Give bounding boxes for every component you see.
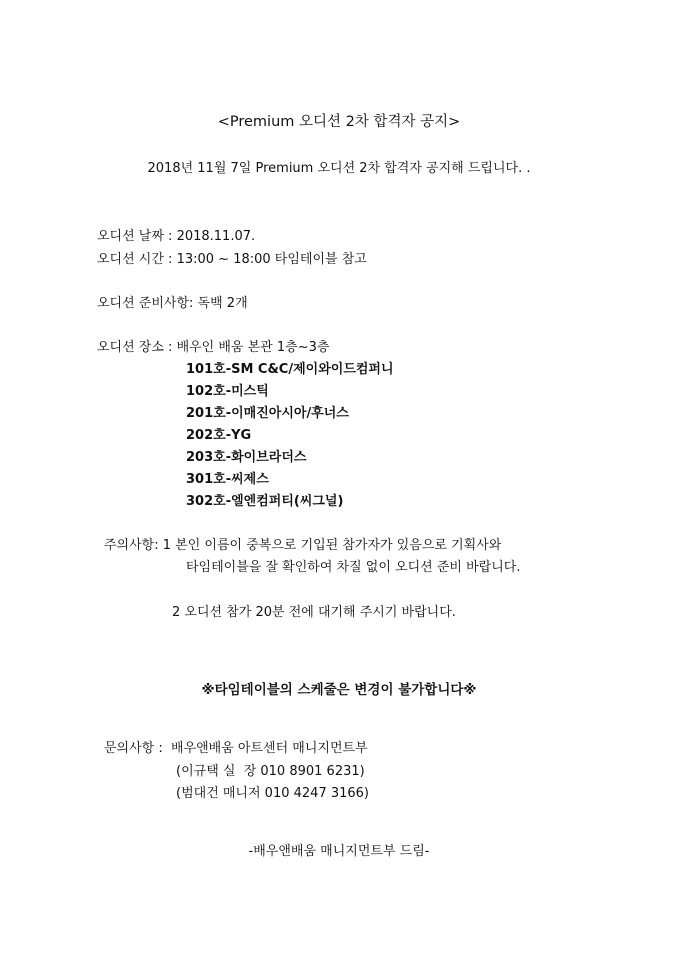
signature: -배우앤배움 매니지먼트부 드림-: [248, 844, 430, 859]
contact-info: 문의사항 : 배우앤배움 아트센터 매니지먼트부: [104, 741, 368, 756]
notice-intro: 2018년 11월 7일 Premium 오디션 2차 합격자 공지해 드립니다. .: [147, 161, 531, 176]
audition-time: 오디션 시간 : 13:00 ~ 18:00 타임테이블 참고: [97, 252, 367, 267]
caution-2: 2 오디션 참가 20분 전에 대기해 주시기 바랍니다.: [172, 605, 456, 620]
room-item: 301호-씨제스: [186, 472, 269, 487]
room-item: 101호-SM C&C/제이와이드컴퍼니: [186, 362, 394, 377]
audition-venue: 오디션 장소 : 배우인 배움 본관 1층~3층: [97, 340, 330, 355]
room-item: 203호-화이브라더스: [186, 450, 307, 465]
contact-person: (이규택 실 장 010 8901 6231): [176, 764, 365, 779]
room-item: 202호-YG: [186, 428, 252, 443]
room-item: 201호-이매진아시아/후너스: [186, 406, 349, 421]
schedule-warning: ※타임테이블의 스케줄은 변경이 불가합니다※: [201, 682, 477, 698]
caution-1: 주의사항: 1 본인 이름이 중복으로 기입된 참가자가 있음으로 기획사와: [104, 538, 502, 553]
audition-date: 오디션 날짜 : 2018.11.07.: [97, 229, 256, 244]
caution-1-continued: 타임테이블을 잘 확인하여 차질 없이 오디션 준비 바랍니다.: [186, 560, 521, 575]
contact-person: (범대건 매니저 010 4247 3166): [176, 786, 370, 801]
notice-title: <Premium 오디션 2차 합격자 공지>: [217, 114, 461, 130]
room-item: 302호-엘엔컴퍼티(씨그널): [186, 494, 344, 509]
room-item: 102호-미스틱: [186, 384, 269, 399]
audition-preparation: 오디션 준비사항: 독백 2개: [97, 296, 248, 311]
